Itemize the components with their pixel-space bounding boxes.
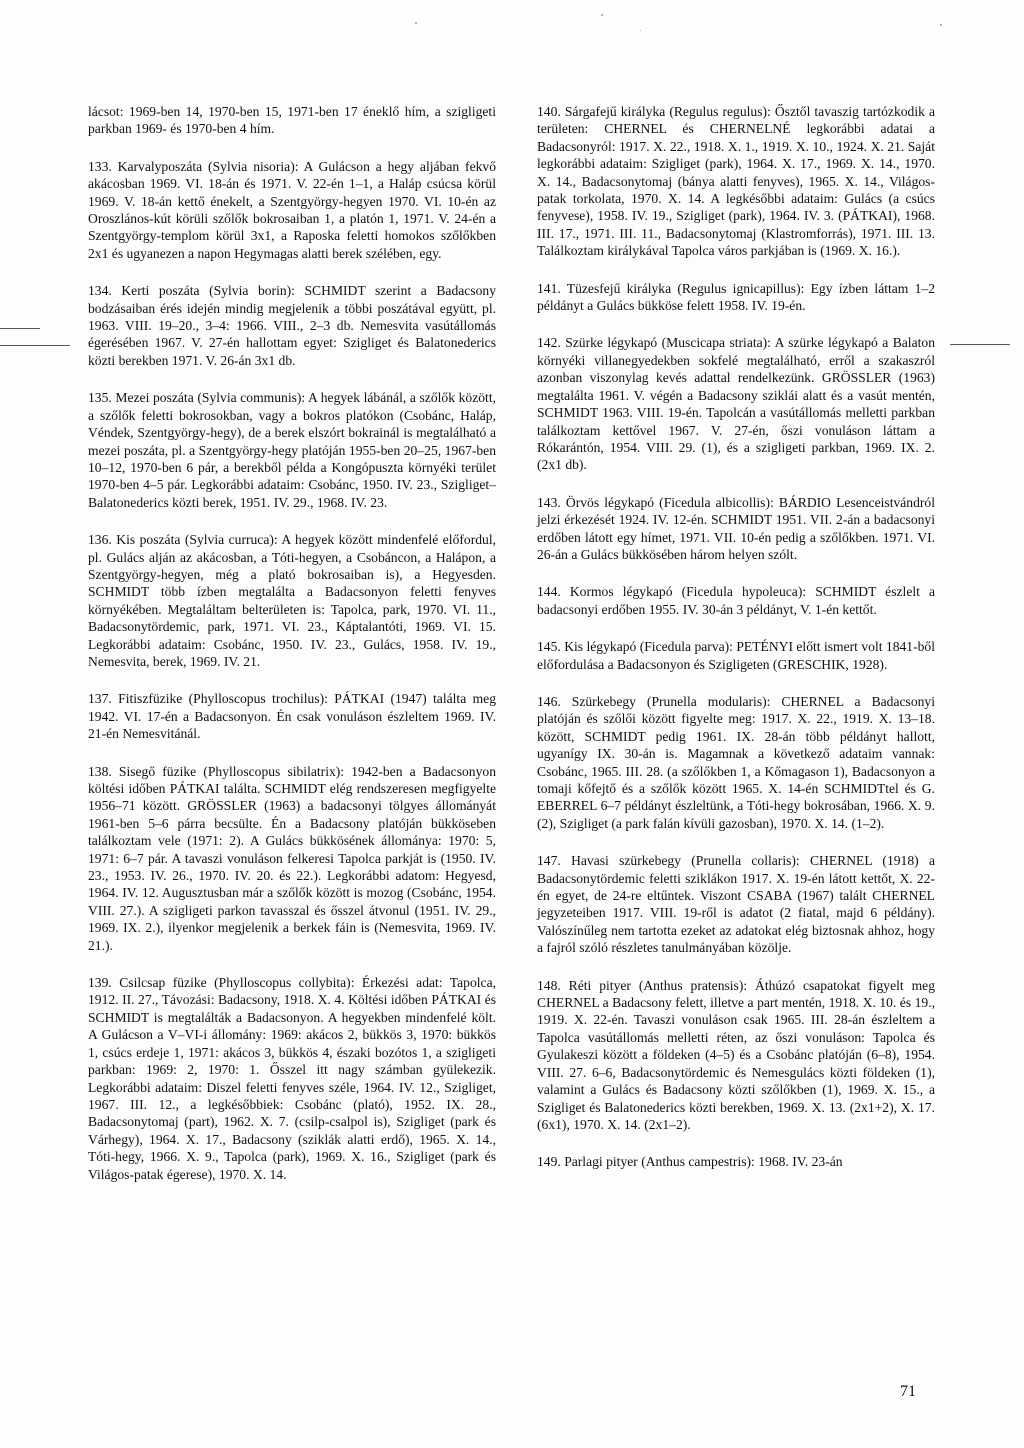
paragraph-145: 145. Kis légykapó (Ficedula parva): PETÉNYI előtt ismert volt 1841-ből előfordulása a Badacsonyon és Szigligeten (GRESCHIK, 1928).: [537, 639, 935, 672]
paragraph-148: 148. Réti pityer (Anthus pratensis): Áthúzó csapatokat figyelt meg CHERNEL a Badacsony felett, illetve a part mentén, 1918. X. 10. és 19., 1919. X. 22-én. Tavaszi vonuláson csak 1965. III. 28-án észleltem a Tapolca vasútállomás melletti réten, az őszi vonuláson: Tapolca és Gyulakeszi között a földeken (4–5) és a Csobánc platóján (6–8), 1954. VIII. 27. 6–6, Badacsonytördemic és Nemesgulács közti földeken (1), valamint a Gulács és Badacsony közti szőlőkben (1), 1969. X. 15., a Szigliget és Balatonederics közti berekben, 1969. X. 13. (2x1+2), X. 17. (6x1), 1970. X. 14. (2x1–2).: [537, 977, 935, 1132]
paragraph-146: 146. Szürkebegy (Prunella modularis): CHERNEL a Badacsonyi platóján és szőlői között figyelte meg: 1917. X. 22., 1919. X. 13–18. között, SCHMIDT pedig 1961. IX. 28-án több példányt hallott, ugyanígy IX. 30-án is. Magamnak a következő adataim vannak: Csobánc, 1965. III. 28. (a szőlőkben 1, a Kőmagason 1), Badacsonyon a tomaji kőfejtő és a szőlők között 1965. X. 14-én SCHMIDTtel és G. EBERREL 6–7 példányt észleltünk, a Tóti-hegy bokrosában, 1966. X. 9. (2), Szigliget (a park falán kívüli gazosban), 1970. X. 14. (1–2).: [537, 693, 935, 831]
paragraph-133: 133. Karvalyposzáta (Sylvia nisoria): A Gulácson a hegy aljában fekvő akácosban 1969. VI. 18-án és 1971. V. 22-én 1–1, a Haláp csúcsa körül 1969. V. 18-án kettő énekelt, a Szentgyörgy-hegyen 1970. VI. 10-én az Oroszlános-kút körüli szőlők bokrosaiban 1, a platón 1, 1971. V. 24-én a Szentgyörgy-templom körül 3x1, a Raposka feletti homokos szőlőkben 2x1 és ugyanezen a napon Hegymagas alatti berek szélében, egy.: [88, 158, 496, 261]
right-column: [537, 103, 935, 1171]
scan-speck: [415, 22, 417, 24]
page-number: 71: [900, 1383, 916, 1400]
paragraph-continuation: lácsot: 1969-ben 14, 1970-ben 15, 1971-ben 17 éneklő hím, a szigligeti parkban 1969- és 1970-ben 4 hím.: [88, 104, 496, 137]
paragraph-137: 137. Fitiszfüzike (Phylloscopus trochilus): PÁTKAI (1947) találta meg 1942. VI. 17-én a Badacsonyon. Én csak vonuláson észleltem 1969. IV. 21-én Nemesvitánál.: [88, 691, 496, 742]
scan-speck: [940, 24, 942, 26]
paragraph-147: 147. Havasi szürkebegy (Prunella collaris): CHERNEL (1918) a Badacsonytördemic feletti sziklákon 1917. X. 19-én látott kettőt, X. 22-én egyet, de 24-re eltűntek. Viszont CSABA (1967) talált CHERNEL jegyzeteiben 1917. VIII. 19-ről is adatot (2 fiatal, majd 6 példány). Valószínűleg nem tartotta ezeket az adatokat elég biztosnak ahhoz, hogy a fajról szóló részletes tanulmányában közölje.: [537, 853, 935, 956]
margin-line: [0, 328, 40, 329]
paragraph-139: 139. Csilcsap füzike (Phylloscopus collybita): Érkezési adat: Tapolca, 1912. II. 27., Távozási: Badacsony, 1918. X. 4. Költési időben PÁTKAI és SCHMIDT is megtalálták a Badacsonyon. A hegyekben mindenfelé költ. A Gulácson a V–VI-i állomány: 1969: akácos 2, bükkös 3, 1970: bükkös 1, csúcs erdeje 1, 1971: akácos 3, bükkös 4, északi bozótos 1, a szigligeti parkban: 1969: 2, 1970: 1. Ősszel itt nagy számban gyülekezik. Legkorábbi adataim: Diszel feletti fenyves széle, 1964. IV. 12., Szigliget, 1967. III. 12., a legkésőbbiek: Csobánc (plató), 1952. IX. 28., Badacsonytomaj (part), 1962. X. 7. (csilp-csalpol is), Szigliget (park és Várhegy), 1964. X. 17., Badacsony (sziklák alatti erdő), 1965. X. 14., Tóti-hegy, 1966. X. 9., Tapolca (park), 1969. X. 16., Szigliget (park és Világos-patak égerese), 1970. X. 14.: [88, 975, 496, 1182]
left-column: [88, 103, 496, 1183]
paragraph-144: 144. Kormos légykapó (Ficedula hypoleuca): SCHMIDT észlelt a badacsonyi erdőben 1955. IV. 30-án 3 példányt, V. 1-én kettőt.: [537, 584, 935, 617]
paragraph-141: 141. Tüzesfejű királyka (Regulus ignicapillus): Egy ízben láttam 1–2 példányt a Gulács bükköse felett 1958. IV. 19-én.: [537, 280, 935, 314]
paragraph-135: 135. Mezei poszáta (Sylvia communis): A hegyek lábánál, a szőlők között, a szőlők feletti bokrosokban, vagy a bokros platókon (Csobánc, Haláp, Véndek, Szentgyörgy-hegy), de a berek elszórt bokrainál is megtalálható a mezei poszáta, pl. a Szentgyörgy-hegy platóján 1955-ben 20–25, 1967-ben 10–12, 1970-ben 6 pár, a berekből példa a Kongópuszta környéki terület 1970-ben 4–5 pár. Legkorábbi adataim: Csobánc, 1950. IV. 23., Szigliget–Balatonederics közti berek, 1951. IV. 29., 1968. IV. 23.: [88, 390, 496, 510]
margin-line: [950, 344, 1010, 345]
paragraph-142: 142. Szürke légykapó (Muscicapa striata): A szürke légykapó a Balaton környéki villanegyedekben sokfelé megtalálható, erről a szakaszról azonban viszonylag kevés adattal rendelkezünk. GRÖSSLER (1963) megtalálta 1961. V. végén a Badacsony sziklái alatt és a vasút mentén, SCHMIDT 1963. VIII. 19-én. Tapolcán a vasútállomás melletti parkban találkoztam kettővel 1967. V. 27-én, őszi vonuláson láttam a Rókarántón, 1954. VIII. 29. (1), és a szigligeti parkban, 1969. IX. 2. (2x1 db).: [537, 335, 935, 473]
paragraph-136: 136. Kis poszáta (Sylvia curruca): A hegyek között mindenfelé előfordul, pl. Gulács alján az akácosban, a Tóti-hegyen, a Csobáncon, a Halápon, a Szentgyörgy-hegyen, még a plató bokrosaiban is), a Hegyesden. SCHMIDT több ízben megtalálta a Badacsonyon feletti fenyves környékében. Megtaláltam belterületen is: Tapolca, park, 1970. VI. 11., Badacsonytördemic, park, 1971. VI. 23., Káptalantóti, 1969. VI. 15. Legkorábbi adataim: Csobánc, 1950. IV. 23., Gulács, 1958. IV. 19., Nemesvita, berek, 1969. IV. 21.: [88, 532, 496, 669]
paragraph-140: 140. Sárgafejű királyka (Regulus regulus): Ősztől tavaszig tartózkodik a területen: CHERNEL és CHERNELNÉ legkorábbi adatai a Badacsonyról: 1917. X. 22., 1918. X. 1., 1919. X. 10., 1924. X. 21. Saját legkorábbi adataim: Szigliget (park), 1964. X. 17., 1969. X. 14., 1970. X. 14., Badacsonytomaj (bánya alatti fenyves), 1965. X. 14., Világos-patak torkolata, 1970. X. 14. A legkésőbbi adataim: Gulács (a csúcs fenyvese), 1958. IV. 19., Szigliget (park), 1964. IV. 3. (PÁTKAI), 1968. III. 17., 1971. III. 11., Badacsonytomaj (Klastromforrás), 1971. III. 13. Találkoztam királykával Tapolca város parkjában is (1969. X. 16.).: [537, 104, 935, 259]
paragraph-143: 143. Örvös légykapó (Ficedula albicollis): BÁRDIO Lesenceistvándról jelzi érkezését 1924. IV. 12-én. SCHMIDT 1951. VII. 2-án a badacsonyi erdőben látott egy hímet, 1971. VII. 10-én pedig a szőlőkben. 1971. VI. 26-án a Gulács bükkösében három helyen szólt.: [537, 494, 935, 562]
scan-speck: [601, 14, 603, 16]
paragraph-138: 138. Sisegő füzike (Phylloscopus sibilatrix): 1942-ben a Badacsonyon költési időben PÁTKAI találta. SCHMIDT elég rendszeresen megfigyelte 1956–71 között. GRÖSSLER (1963) a badacsonyi tölgyes állományát 1961-ben 5–6 párra becsülte. Én a Badacsony platóján bükköseben találkoztam vele (1971: 2). A Gulács bükkösének állománya: 1970: 5, 1971: 6–7 pár. A tavaszi vonuláson felkeresi Tapolca parkját is (1950. IV. 23., 1953. IV. 26., 1970. IV. 20. és 22.). Legkorábbi adatom: Hegyesd, 1964. IV. 12. Augusztusban már a szőlők között is mozog (Csobánc, 1954. VIII. 27.). A szigligeti parkon tavasszal és ősszel átvonul (1951. IV. 29., 1969. IX. 2.), ilyenkor megjelenik a berkek fáin is (Nemesvita, 1969. IV. 21.).: [88, 763, 496, 953]
scan-speck: [640, 30, 641, 31]
margin-line: [0, 345, 70, 346]
paragraph-134: 134. Kerti poszáta (Sylvia borin): SCHMIDT szerint a Badacsony bodzásaiban érés idején mindig megjelenik a többi poszátával együtt, pl. 1963. VIII. 19–20., 3–4: 1966. VIII., 2–3 db. Nemesvita vasútállomás égerésében 1967. V. 27-én hallottam egyet: Szigliget és Balatonederics közti berekben 1971. V. 26-án 3x1 db.: [88, 283, 496, 368]
paragraph-149: 149. Parlagi pityer (Anthus campestris): 1968. IV. 23-án: [537, 1154, 843, 1170]
